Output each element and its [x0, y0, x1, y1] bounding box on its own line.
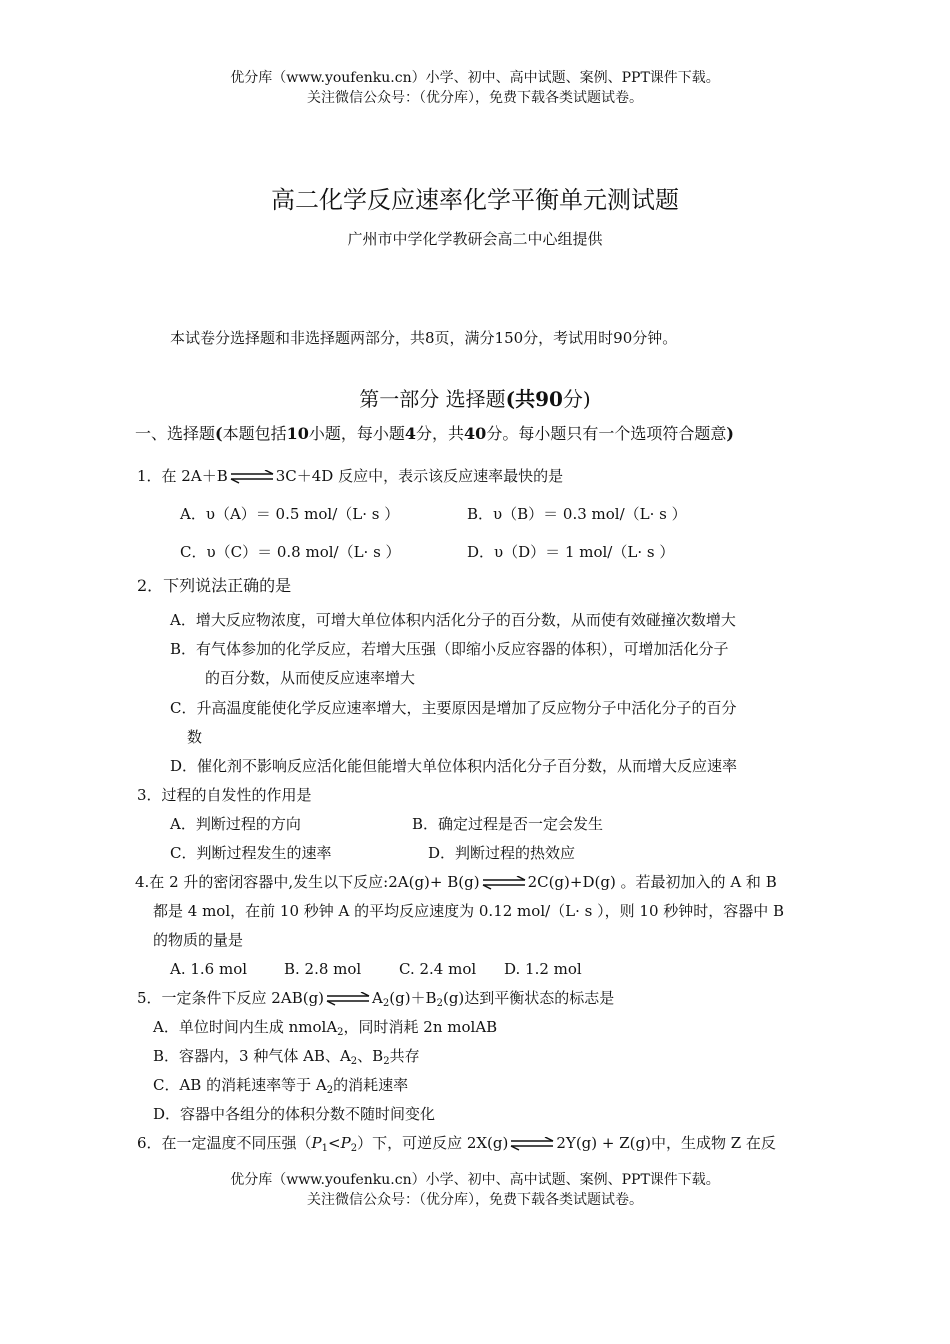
- footer-line-2: 关注微信公众号：（优分库），免费下载各类试题试卷。: [307, 1192, 643, 1208]
- question-5-option-b: B．容器内，3 种气体 AB、$A_2$、$B_2$共存: [153, 1047, 420, 1067]
- question-5-option-a: A．单位时间内生成 nmolA$_2$，同时消耗 2n molAB: [153, 1018, 498, 1038]
- equilibrium-arrows-icon: [481, 876, 527, 890]
- question-1-stem: 1．在 2A＋B 3C＋4D 反应中，表示该反应速率最快的是: [137, 467, 564, 485]
- header-line-2: 关注微信公众号：（优分库），免费下载各类试题试卷。: [307, 90, 643, 106]
- question-4-option-b: B. 2.8 mol: [284, 960, 362, 978]
- question-2-option-c-line-2: 数: [187, 728, 203, 746]
- question-2-option-b-line-1: B．有气体参加的化学反应，若增大压强（即缩小反应容器的体积），可增加活化分子: [170, 640, 729, 658]
- page-title: 高二化学反应速率化学平衡单元测试题: [271, 186, 679, 214]
- equilibrium-arrows-icon: [509, 1137, 555, 1151]
- question-2-option-b-line-2: 的百分数，从而使反应速率增大: [205, 669, 416, 687]
- section-one-heading: 一、选择题(本题包括10小题，每小题4分，共40分。每小题只有一个选项符合题意): [135, 424, 734, 443]
- question-1-option-a: A．υ（A）＝ 0.5 mol/（L· s ）: [180, 505, 400, 523]
- question-4-option-a: A. 1.6 mol: [170, 960, 248, 978]
- page-subtitle: 广州市中学化学教研会高二中心组提供: [347, 230, 603, 248]
- question-4-line-1: 4.在 2 升的密闭容器中,发生以下反应:2A(g)+ B(g) 2C(g)+D(g) 。若最初加入的 A 和 B: [135, 873, 777, 891]
- question-1-option-b: B．υ（B）＝ 0.3 mol/（L· s ）: [467, 505, 687, 523]
- question-3-option-c: C．判断过程发生的速率: [170, 844, 332, 862]
- header-line-1: 优分库（www.youfenku.cn）小学、初中、高中试题、案例、PPT课件下载。: [230, 70, 720, 86]
- question-2-option-c-line-1: C．升高温度能使化学反应速率增大，主要原因是增加了反应物分子中活化分子的百分: [170, 699, 737, 717]
- question-5-stem: 5．一定条件下反应 2AB(g) $A_2(g)+B_2(g)$达到平衡状态的标志是: [137, 989, 615, 1009]
- part-one-heading: 第一部分 选择题(共90分): [359, 387, 591, 411]
- question-1-option-c: C．υ（C）＝ 0.8 mol/（L· s ）: [180, 543, 401, 561]
- equilibrium-arrows-icon: [325, 992, 371, 1006]
- equilibrium-arrows-icon: [229, 470, 275, 484]
- question-2-stem: 2．下列说法正确的是: [137, 576, 292, 595]
- question-2-option-d: D．催化剂不影响反应活化能但能增大单位体积内活化分子百分数，从而增大反应速率: [170, 757, 738, 775]
- question-3-option-a: A．判断过程的方向: [170, 815, 301, 833]
- question-6-stem: 6．在一定温度不同压强$(P_1<P_2)$下，可逆反应 2X(g) 2Y(g) + Z(g)中，生成物 Z 在反: [137, 1134, 776, 1154]
- question-4-option-c: C. 2.4 mol: [399, 960, 477, 978]
- intro-text: 本试卷分选择题和非选择题两部分，共8页，满分150分，考试用时90分钟。: [170, 329, 678, 347]
- question-3-option-b: B．确定过程是否一定会发生: [412, 815, 604, 833]
- question-4-line-2: 都是 4 mol，在前 10 秒钟 A 的平均反应速度为 0.12 mol/（L· s ），则 10 秒钟时，容器中 B: [153, 902, 785, 920]
- question-4-line-3: 的物质的量是: [153, 931, 244, 949]
- question-3-option-d: D．判断过程的热效应: [428, 844, 576, 862]
- footer-line-1: 优分库（www.youfenku.cn）小学、初中、高中试题、案例、PPT课件下载。: [230, 1172, 720, 1188]
- question-3-stem: 3．过程的自发性的作用是: [137, 786, 312, 804]
- question-4-option-d: D. 1.2 mol: [504, 960, 582, 978]
- question-1-option-d: D．υ（D）＝ 1 mol/（L· s ）: [467, 543, 675, 561]
- question-2-option-a: A．增大反应物浓度，可增大单位体积内活化分子的百分数，从而使有效碰撞次数增大: [170, 611, 736, 629]
- question-5-option-d: D．容器中各组分的体积分数不随时间变化: [153, 1105, 436, 1123]
- question-5-option-c: C．AB 的消耗速率等于 $A_2$的消耗速率: [153, 1076, 409, 1096]
